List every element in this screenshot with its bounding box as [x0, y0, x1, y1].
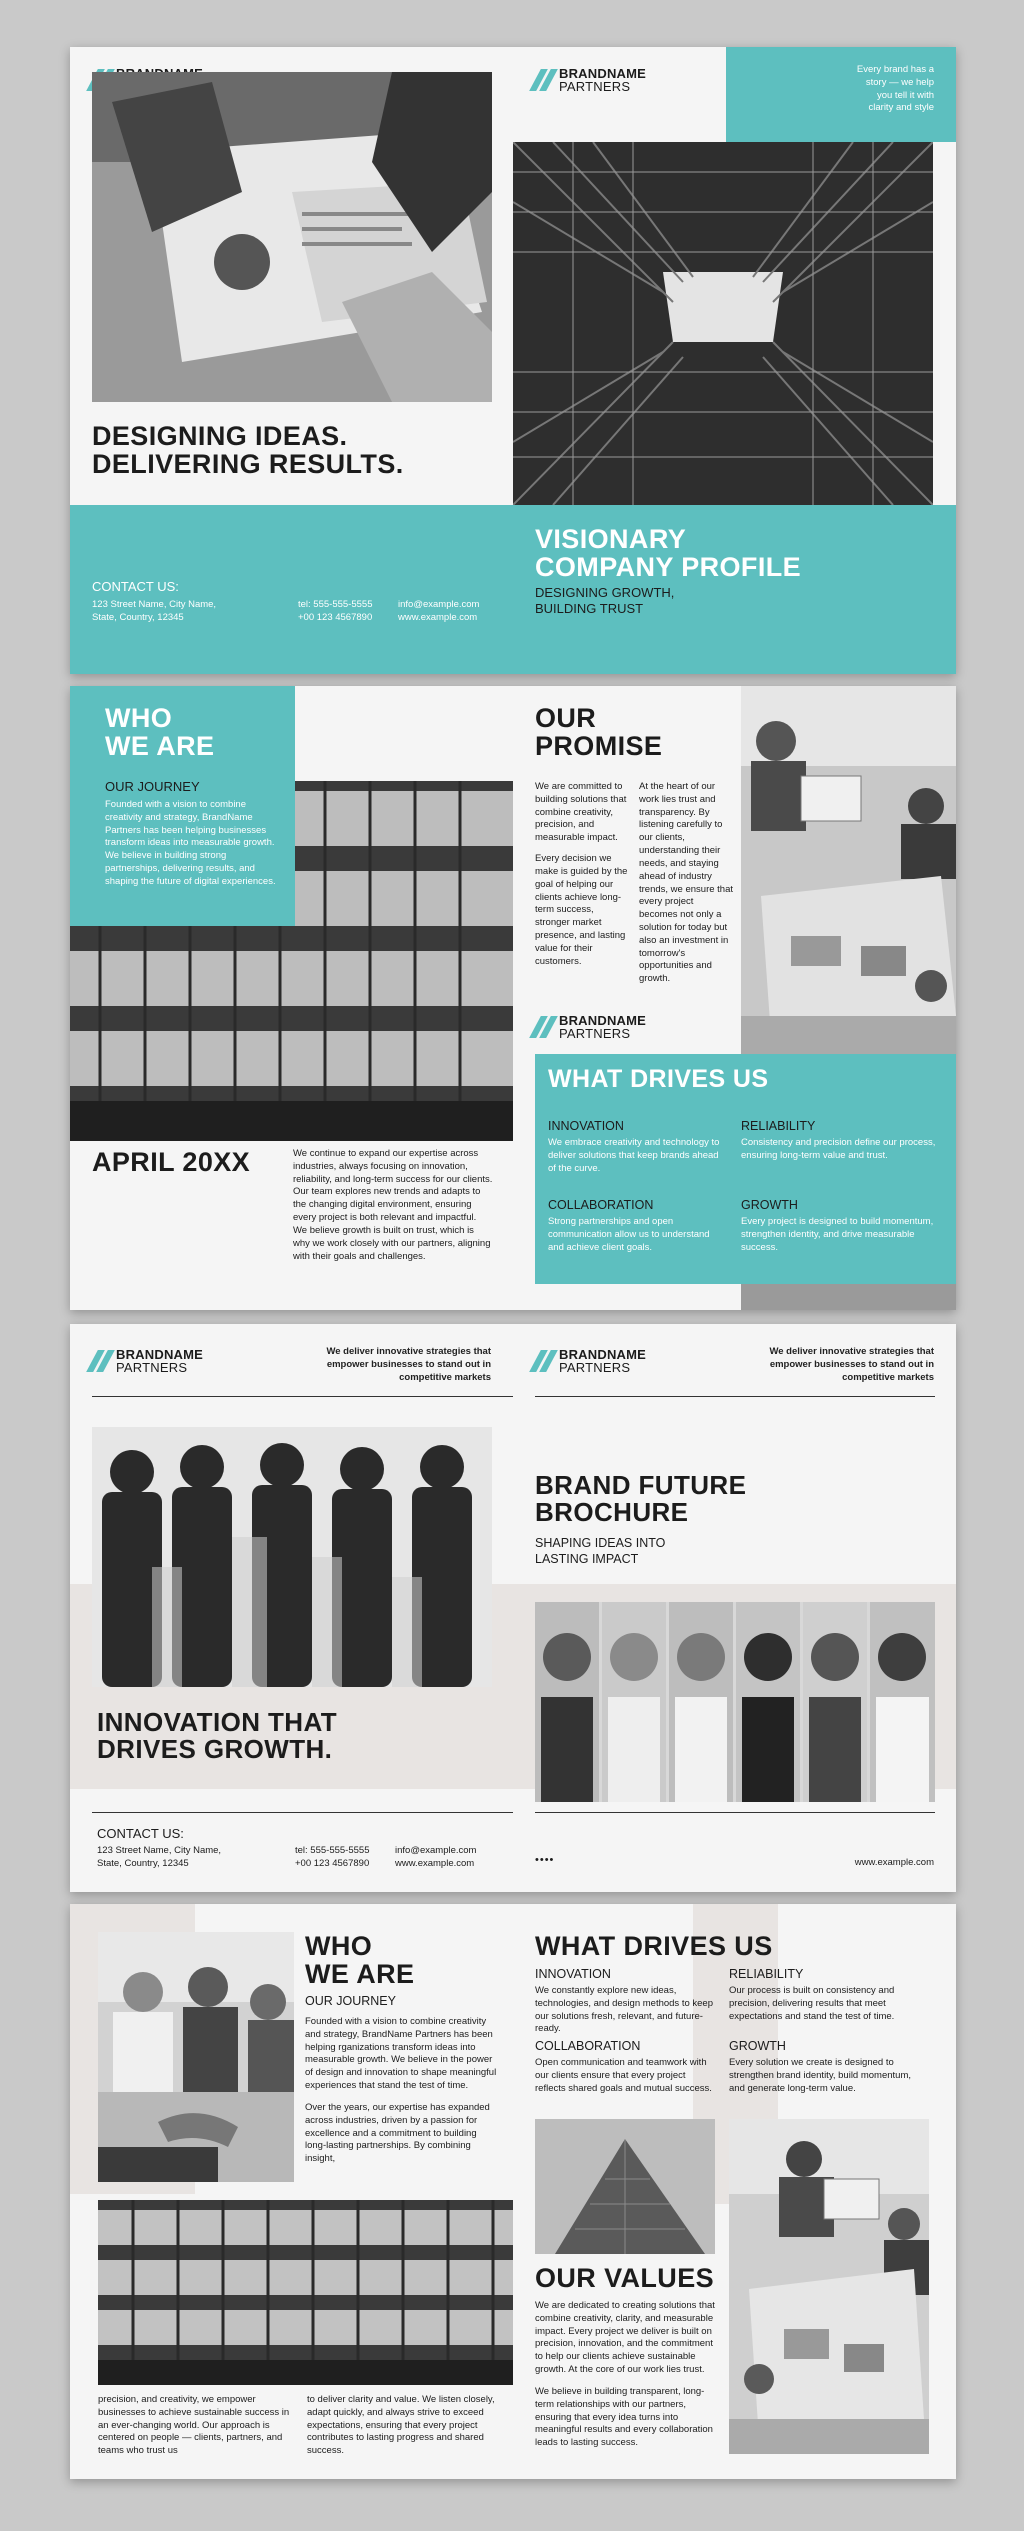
promise-col1-p1: We are committed to building solutions that combine creativity, precision, and measurable impact. [535, 781, 627, 844]
profile-sub-line2: BUILDING TRUST [535, 601, 644, 617]
team-portraits-photo [535, 1602, 935, 1802]
spread-brand-future [70, 1324, 956, 1892]
email-text: info@example.com [398, 599, 480, 610]
tagline-line4: clarity and style [868, 102, 934, 114]
growth-heading: GROWTH [741, 1198, 798, 1212]
brochure-title-line1: BRAND FUTURE [535, 1470, 747, 1500]
future-right-page [513, 1324, 956, 1892]
growth-heading-b: GROWTH [729, 2039, 786, 2053]
header-line2-right: empower businesses to stand out in [769, 1358, 934, 1370]
meeting-documents-photo [92, 72, 492, 402]
brand-logo-future-right [535, 1348, 646, 1374]
tagline-line3: you tell it with [876, 89, 934, 101]
brochure-sub-line1: SHAPING IDEAS INTO [535, 1536, 666, 1550]
header-line2: empower businesses to stand out in [326, 1358, 491, 1370]
who-right-page [513, 686, 956, 1310]
business-silhouettes-photo [92, 1427, 492, 1687]
innovation-text: We embrace creativity and technology to deliver solutions that keep brands ahead of the curve. [548, 1137, 720, 1174]
promise-heading-line1: OUR [535, 703, 597, 733]
logo-mark-icon [535, 1350, 552, 1372]
who-heading-line1: WHO [105, 703, 173, 733]
future-headline-line1: INNOVATION THAT [97, 1707, 337, 1737]
bottom-photo-strip [741, 1284, 956, 1310]
collaboration-text: Strong partnerships and open communication allow us to understand and achieve client goals. [548, 1216, 710, 1253]
phone-line2-future: +00 123 4567890 [295, 1857, 370, 1869]
april-paragraph3: We believe growth is built on trust, which is why we work closely with our partners, aligning with their goals and challenges. [293, 1224, 491, 1262]
brand-sub: PARTNERS [559, 1360, 631, 1375]
reliability-text: Consistency and precision define our process, ensuring long-term value and trust. [741, 1137, 936, 1161]
drives-heading: WHAT DRIVES US [548, 1065, 769, 1093]
address-line2: State, Country, 12345 [92, 611, 184, 623]
website-future: www.example.com [395, 1857, 475, 1869]
phone-line1-future: tel: 555-555-5555 [295, 1845, 370, 1856]
journey-paragraph1: Founded with a vision to combine creativity and strategy, BrandName Partners has been helping businesses transform ideas into measurable growth. [105, 799, 275, 849]
brand-name: BRANDNAME [559, 1013, 647, 1028]
bottom-col2: to deliver clarity and value. We listen closely, adapt quickly, and always strive to exceed expectations, ensuring that every project contributes to lasting progress and shared success. [307, 2394, 495, 2457]
reliability-text-b: Our process is built on consistency and precision, delivering results that meet expectations and stand the test of time. [729, 1985, 895, 2022]
future-left-page [70, 1324, 513, 1892]
skyscraper-photo [513, 142, 933, 505]
cover-headline-line1: DESIGNING IDEAS. [92, 421, 348, 451]
header-line3-right: competitive markets [842, 1371, 934, 1383]
cover-headline-line2: DELIVERING RESULTS. [92, 449, 404, 480]
journey-heading-b: OUR JOURNEY [305, 1994, 396, 2008]
values-heading: OUR VALUES [535, 2263, 715, 2293]
website-text: www.example.com [398, 611, 478, 623]
brand-logo-promise [535, 1014, 646, 1040]
journey-text2-b: Over the years, our expertise has expanded across industries, driven by a passion for excellence and a commitment to building long-lasting partnerships. By combining insight, [305, 2101, 490, 2165]
brand-name: BRANDNAME [559, 66, 647, 81]
contact-title: CONTACT US: [92, 579, 179, 594]
growth-text-b: Every solution we create is designed to strengthen brand identity, build momentum, and generate long-term value. [729, 2057, 912, 2094]
contact-title-future: CONTACT US: [97, 1826, 184, 1841]
promise-heading-line2: PROMISE [535, 731, 663, 762]
innovation-heading: INNOVATION [548, 1119, 624, 1133]
phone-line2: +00 123 4567890 [298, 611, 373, 623]
tagline-line2: story — we help [865, 76, 934, 88]
brand-name: BRANDNAME [116, 1347, 204, 1362]
glass-tower-photo [535, 2119, 715, 2254]
values-left-page [70, 1904, 513, 2479]
reliability-heading: RELIABILITY [741, 1119, 816, 1133]
brand-logo-future [92, 1348, 203, 1374]
april-paragraph2: Our team explores new trends and adapts to the changing digital environment, ensuring every project is both relevant and impactful. [293, 1186, 481, 1224]
collaboration-heading-b: COLLABORATION [535, 2039, 641, 2053]
journey-text1-b: Founded with a vision to combine creativity and strategy, BrandName Partners has been helping rganizations transform ideas into measurable growth. We believe in the power of design and innovation to shape meaningful experiences that stand the test of time. [305, 2016, 497, 2092]
who-heading-line2: WE ARE [105, 731, 215, 762]
logo-mark-icon [535, 1016, 552, 1038]
brand-logo-right [535, 67, 646, 93]
spread-who-we-are [70, 686, 956, 1310]
drives-heading-b: WHAT DRIVES US [535, 1931, 773, 1961]
reliability-heading-b: RELIABILITY [729, 1967, 804, 1981]
journey-heading: OUR JOURNEY [105, 779, 200, 794]
profile-title-line1: VISIONARY [535, 524, 687, 554]
office-facade-photo [98, 2200, 513, 2385]
cover-right-page [513, 47, 956, 674]
logo-mark-icon [535, 69, 552, 91]
address-line1-future: 123 Street Name, City Name, [97, 1845, 222, 1856]
tagline-line1: Every brand has a [856, 64, 934, 75]
handshake-meeting-photo [98, 1932, 294, 2182]
brand-sub: PARTNERS [116, 1360, 188, 1375]
innovation-heading-b: INNOVATION [535, 1967, 611, 1981]
header-divider [92, 1396, 513, 1397]
logo-mark-icon [92, 1350, 109, 1372]
values-text2: We believe in building transparent, long-term relationships with our partners, ensuring that every idea turns into meaningful results and every collaboration leads to lasting success. [535, 2385, 713, 2449]
brand-sub: PARTNERS [559, 1026, 631, 1041]
brochure-title-line2: BROCHURE [535, 1497, 689, 1528]
header-line1: We deliver innovative strategies that [326, 1346, 491, 1357]
promise-col1-p2: Every decision we make is guided by the goal of helping our clients achieve long-term success, stronger market presence, and lasting value for their customers. [535, 853, 628, 967]
collaboration-heading: COLLABORATION [548, 1198, 654, 1212]
spread-values [70, 1904, 956, 2479]
april-paragraph1: We continue to expand our expertise across industries, always focusing on innovation, reliability, and long-term success for our clients. [293, 1148, 493, 1185]
who-heading-line2-b: WE ARE [305, 1959, 415, 1990]
cover-left-page [70, 47, 513, 674]
values-text1: We are dedicated to creating solutions that combine creativity, clarity, and measurable impact. Every project we deliver is built on precision, innovation, and the commitment to help our clients achieve sustainable growth. At the core of our work lies trust. [535, 2300, 715, 2376]
profile-sub-line1: DESIGNING GROWTH, [535, 585, 675, 600]
team-collaboration-photo [729, 2119, 929, 2454]
bottom-col1: precision, and creativity, we empower businesses to achieve sustainable success in an ever-changing world. Our approach is centered on people — clients, partners, and teams who trust us [98, 2394, 290, 2457]
brochure-sub-line2: LASTING IMPACT [535, 1551, 639, 1566]
contact-divider [92, 1812, 513, 1813]
phone-line1: tel: 555-555-5555 [298, 599, 373, 610]
profile-title-line2: COMPANY PROFILE [535, 552, 802, 583]
header-line1-right: We deliver innovative strategies that [769, 1346, 934, 1357]
april-heading: APRIL 20XX [92, 1147, 251, 1177]
address-line1: 123 Street Name, City Name, [92, 599, 217, 610]
header-line3: competitive markets [399, 1371, 491, 1383]
who-left-page [70, 686, 513, 1310]
page-dots: •••• [535, 1854, 555, 1866]
collaboration-text-b: Open communication and teamwork with our clients ensure that every project reflects shared goals and mutual success. [535, 2057, 712, 2094]
innovation-text-b: We constantly explore new ideas, technologies, and design methods to keep our solutions fresh, relevant, and future-ready. [535, 1985, 713, 2035]
who-heading-line1-b: WHO [305, 1931, 373, 1961]
brand-name: BRANDNAME [559, 1347, 647, 1362]
growth-text: Every project is designed to build momentum, strengthen identity, and drive measurable success. [741, 1216, 934, 1253]
footer-divider [535, 1812, 935, 1813]
brand-sub: PARTNERS [559, 79, 631, 94]
promise-col2: At the heart of our work lies trust and transparency. By listening carefully to our clients, understanding their needs, and staying ahead of industry trends, we ensure that every project becomes not only a solution for today but also an investment in tomorrow's opportunities and growth. [639, 781, 733, 985]
future-headline-line2: DRIVES GROWTH. [97, 1734, 333, 1765]
email-future: info@example.com [395, 1845, 477, 1856]
header-divider-right [535, 1396, 935, 1397]
team-meeting-photo [741, 686, 956, 1056]
address-line2-future: State, Country, 12345 [97, 1857, 189, 1869]
values-right-page [513, 1904, 956, 2479]
footer-website: www.example.com [854, 1857, 934, 1868]
journey-paragraph2: We believe in building strong partnerships, delivering results, and shaping the future of digital experiences. [105, 850, 276, 887]
spread-cover [70, 47, 956, 674]
